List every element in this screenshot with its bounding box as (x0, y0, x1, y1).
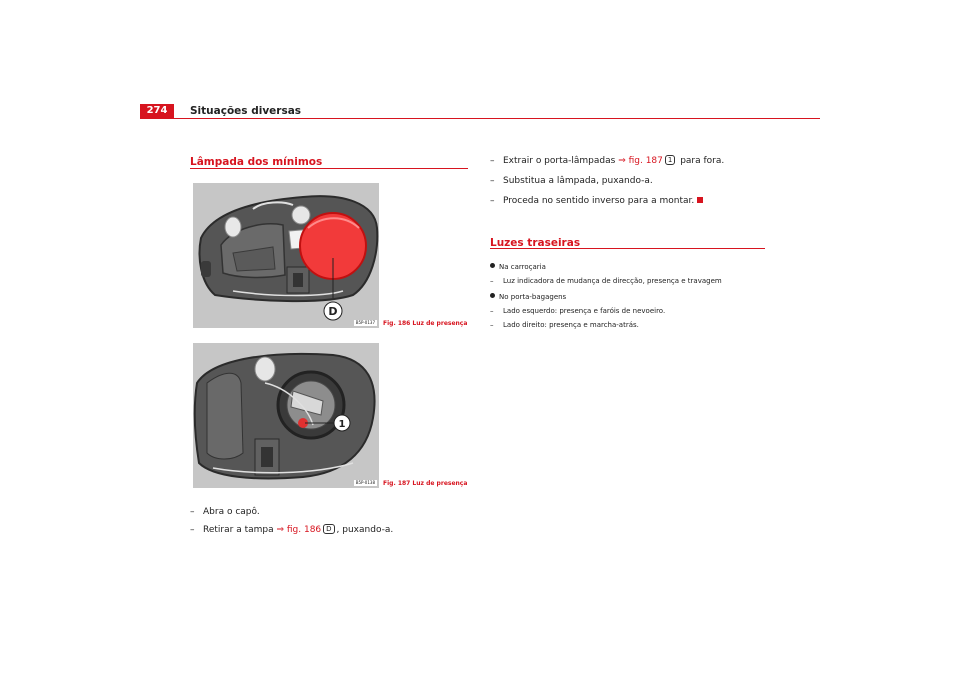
figure-187-callout: 1 (338, 419, 346, 430)
callout-1-inline: 1 (665, 155, 675, 165)
figure-186-callout: D (328, 305, 338, 318)
figure-187-code: B5P-0138 (355, 480, 375, 485)
callout-d-inline: D (323, 524, 334, 534)
page-number: 274 (140, 104, 174, 118)
step-open-bonnet: – Abra o capô. (190, 507, 260, 517)
end-of-section-mark (697, 197, 703, 203)
step-remove-cover: – Retirar a tampa ⇒ fig. 186 D , puxando-a. (190, 525, 394, 535)
list-item: – Lado direito: presença e marcha-atrás. (490, 321, 639, 329)
bullet-luggage: No porta-bagagens (490, 292, 566, 302)
link-fig-186[interactable]: ⇒ fig. 186 (276, 525, 322, 535)
bullet-bodywork: Na carroçaria (490, 262, 546, 272)
step-extract-bulb-holder: – Extrair o porta-lâmpadas ⇒ fig. 187 1 para fora. (490, 156, 725, 166)
header-title: Situações diversas (190, 105, 302, 117)
list-item: – Lado esquerdo: presença e faróis de nevoeiro. (490, 307, 666, 315)
section-title-rear-lights: Luzes traseiras (490, 237, 581, 249)
figure-187-caption: Fig. 187 Luz de presença (383, 480, 468, 487)
figure-186 (193, 183, 379, 328)
section-rule (190, 168, 468, 169)
section-rule-rear (490, 248, 765, 249)
figure-187 (193, 343, 379, 488)
bullet-icon (490, 263, 495, 268)
list-item: – Luz indicadora de mudança de direcção, presença e travagem (490, 277, 722, 285)
header-rule (140, 118, 820, 119)
figure-186-code: B5P-0137 (355, 320, 375, 325)
bullet-icon (490, 293, 495, 298)
step-reassemble: – Proceda no sentido inverso para a montar. (490, 195, 703, 207)
headlight-rear-illustration (193, 183, 379, 328)
link-fig-187[interactable]: ⇒ fig. 187 (618, 156, 663, 166)
section-title-parking-light: Lâmpada dos mínimos (190, 156, 323, 168)
bulb-holder-illustration (193, 343, 379, 488)
step-replace-bulb: – Substitua a lâmpada, puxando-a. (490, 176, 653, 186)
figure-186-caption: Fig. 186 Luz de presença (383, 320, 468, 327)
